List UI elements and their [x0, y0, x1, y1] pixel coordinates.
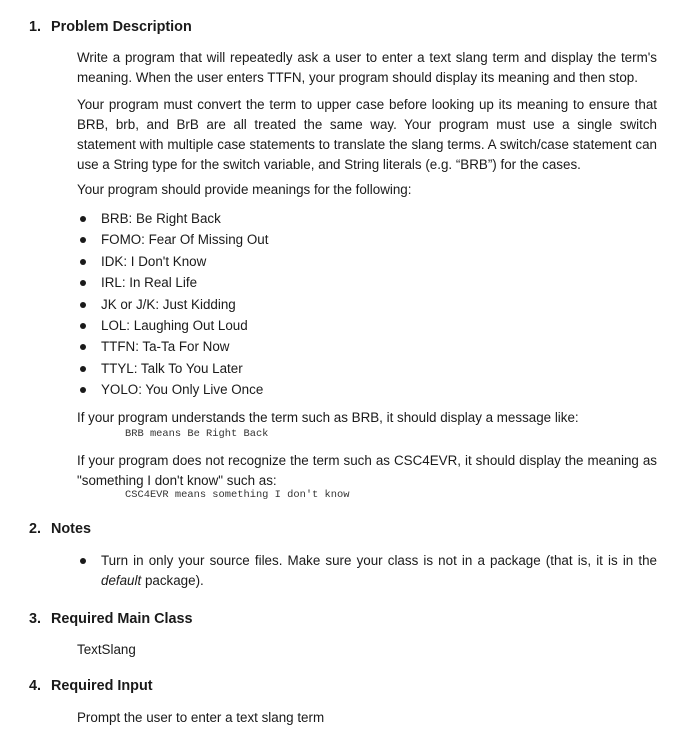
section-heading-required-input: [29, 678, 153, 694]
main-class-name: TextSlang: [77, 642, 136, 657]
list-item: IDK: I Don't Know: [77, 251, 268, 272]
list-item: TTYL: Talk To You Later: [77, 358, 268, 379]
bullet-icon: [80, 237, 86, 243]
section-title: Required Main Class: [51, 611, 193, 627]
example-output-unknown: CSC4EVR means something I don't know: [125, 489, 350, 501]
problem-paragraph-1: Write a program that will repeatedly ask a user to enter a text slang term and display the term's meaning. When the user enters TTFN, your program should display its meaning and then stop.: [77, 50, 657, 85]
bullet-icon: [80, 558, 86, 564]
bullet-icon: [80, 366, 86, 372]
slang-terms-list: [77, 208, 268, 401]
problem-paragraph-5: If your program does not recognize the term such as CSC4EVR, it should display the meaning as "something I don't know" such as:: [77, 453, 657, 488]
list-item: BRB: Be Right Back: [77, 208, 268, 229]
section-heading-required-main-class: [29, 611, 193, 627]
section-title: Notes: [51, 521, 91, 537]
problem-paragraph-4: If your program understands the term such as BRB, it should display a message like:: [77, 410, 579, 425]
problem-paragraph-2: Your program must convert the term to upper case before looking up its meaning to ensure that BRB, brb, and BrB are all treated the same way. Your program must use a single switch statement with multiple case statements to translate the slang terms. A switch/case statement can use a String type for the switch variable, and String literals (e.g. “BRB”) for the cases.: [77, 97, 657, 172]
list-item: FOMO: Fear Of Missing Out: [77, 229, 268, 250]
list-item: IRL: In Real Life: [77, 272, 268, 293]
bullet-icon: [80, 216, 86, 222]
list-item: JK or J/K: Just Kidding: [77, 294, 268, 315]
bullet-icon: [80, 259, 86, 265]
section-title: Required Input: [51, 678, 153, 694]
section-number: 4.: [29, 678, 42, 694]
example-output-known: BRB means Be Right Back: [125, 428, 269, 440]
section-title: Problem Description: [51, 19, 192, 35]
list-item: LOL: Laughing Out Loud: [77, 315, 268, 336]
bullet-icon: [80, 344, 86, 350]
list-item: YOLO: You Only Live Once: [77, 379, 268, 400]
bullet-icon: [80, 323, 86, 329]
list-item: TTFN: Ta-Ta For Now: [77, 336, 268, 357]
bullet-icon: [80, 387, 86, 393]
section-heading-notes: [29, 521, 91, 537]
default-package-emphasis: default: [101, 573, 142, 588]
section-number: 2.: [29, 521, 42, 537]
notes-item: Turn in only your source files. Make sure your class is not in a package (that is, it is in the default package).: [77, 551, 657, 591]
section-number: 3.: [29, 611, 42, 627]
section-number: 1.: [29, 19, 42, 35]
bullet-icon: [80, 302, 86, 308]
problem-paragraph-3: Your program should provide meanings for the following:: [77, 182, 412, 197]
bullet-icon: [80, 280, 86, 286]
section-heading-problem-description: [29, 19, 192, 35]
required-input-text: Prompt the user to enter a text slang term: [77, 710, 325, 725]
